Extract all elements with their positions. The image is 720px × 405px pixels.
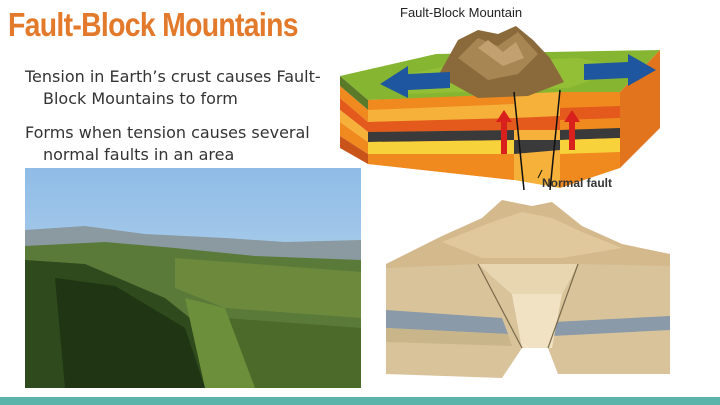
bullet-list	[25, 66, 325, 178]
horst-graben-diagram	[382, 198, 674, 388]
diagram-caption: Fault-Block Mountain	[400, 5, 523, 20]
fault-block-diagram	[328, 18, 660, 198]
bullet-normal-faults: Forms when tension causes several normal faults in an area	[25, 123, 310, 164]
accent-bar	[0, 397, 720, 405]
bullet-tension: Tension in Earth’s crust causes Fault-Block Mountains to form	[25, 67, 321, 108]
landscape-photo	[25, 168, 361, 388]
normal-fault-label: Normal fault	[542, 176, 613, 190]
slide-title: Fault-Block Mountains	[8, 6, 298, 43]
